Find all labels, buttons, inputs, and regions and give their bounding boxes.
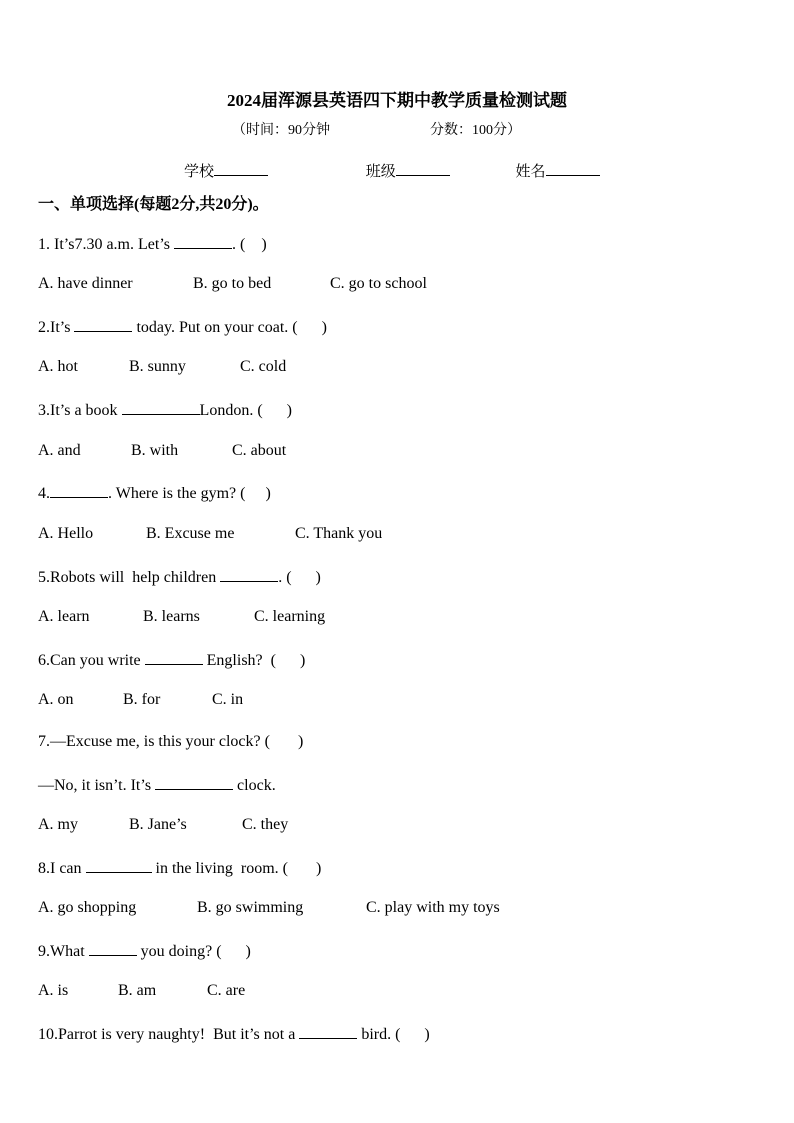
student-info bbox=[184, 160, 600, 181]
question-4: 4. . Where is the gym? ( ) bbox=[38, 485, 271, 502]
class-field: 班级 bbox=[366, 160, 450, 181]
options-1 bbox=[38, 275, 427, 293]
answer-blank bbox=[145, 650, 203, 665]
option-c: C. in bbox=[212, 691, 244, 708]
question-8: 8.I can in the living room. ( ) bbox=[38, 860, 322, 877]
option-b: B. sunny bbox=[129, 358, 186, 375]
options-2 bbox=[38, 358, 287, 376]
option-a: A. go shopping bbox=[38, 899, 137, 916]
option-a: A. have dinner bbox=[38, 275, 133, 292]
option-b: B. for bbox=[123, 691, 161, 708]
option-c: C. play with my toys bbox=[366, 899, 500, 916]
question-1: 1. It’s7.30 a.m. Let’s . ( ) bbox=[38, 236, 267, 253]
question-2: 2.It’s today. Put on your coat. ( ) bbox=[38, 319, 327, 336]
options-6 bbox=[38, 691, 244, 709]
option-b: B. am bbox=[118, 982, 157, 999]
option-b: B. Excuse me bbox=[146, 525, 235, 542]
option-a: A. learn bbox=[38, 608, 90, 625]
school-field: 学校 bbox=[184, 160, 268, 181]
option-b: B. go swimming bbox=[197, 899, 304, 916]
name-field: 姓名 bbox=[516, 160, 600, 181]
option-a: A. on bbox=[38, 691, 74, 708]
question-5: 5.Robots will help children . ( ) bbox=[38, 569, 321, 586]
option-c: C. about bbox=[232, 442, 287, 459]
option-c: C. learning bbox=[254, 608, 326, 625]
answer-blank bbox=[174, 234, 232, 249]
option-c: C. they bbox=[242, 816, 289, 833]
question-6: 6.Can you write English? ( ) bbox=[38, 652, 306, 669]
question-3: 3.It’s a book London. ( ) bbox=[38, 402, 292, 419]
option-c: C. Thank you bbox=[295, 525, 383, 542]
question-10: 10.Parrot is very naughty! But it’s not a bird. ( ) bbox=[38, 1026, 430, 1043]
option-a: A. my bbox=[38, 816, 78, 833]
options-3 bbox=[38, 442, 287, 460]
question-7: 7.—Excuse me, is this your clock? ( ) bbox=[38, 733, 304, 750]
answer-blank bbox=[220, 567, 278, 582]
options-5 bbox=[38, 608, 326, 626]
answer-blank bbox=[89, 941, 137, 956]
option-a: A. and bbox=[38, 442, 81, 459]
option-b: B. with bbox=[131, 442, 179, 459]
section-heading: 一、单项选择(每题2分,共20分)。 bbox=[38, 196, 269, 213]
options-7 bbox=[38, 816, 289, 834]
name-blank bbox=[546, 161, 600, 176]
option-c: C. are bbox=[207, 982, 246, 999]
answer-blank bbox=[50, 483, 108, 498]
option-a: A. is bbox=[38, 982, 69, 999]
answer-blank bbox=[74, 317, 132, 332]
answer-blank bbox=[155, 775, 233, 790]
option-a: A. Hello bbox=[38, 525, 94, 542]
options-8 bbox=[38, 899, 500, 917]
option-a: A. hot bbox=[38, 358, 78, 375]
exam-meta bbox=[232, 119, 521, 139]
answer-blank bbox=[299, 1024, 357, 1039]
option-b: B. go to bed bbox=[193, 275, 272, 292]
options-4 bbox=[38, 525, 383, 543]
total-score: 分数：100分） bbox=[430, 123, 521, 138]
question-7-reply: —No, it isn’t. It’s clock. bbox=[38, 777, 276, 794]
page-title: 2024届浑源县英语四下期中教学质量检测试题 bbox=[227, 91, 567, 110]
school-blank bbox=[214, 161, 268, 176]
option-b: B. learns bbox=[143, 608, 200, 625]
answer-blank bbox=[86, 858, 152, 873]
option-b: B. Jane’s bbox=[129, 816, 187, 833]
question-9: 9.What you doing? ( ) bbox=[38, 943, 251, 960]
class-blank bbox=[396, 161, 450, 176]
option-c: C. cold bbox=[240, 358, 287, 375]
time-limit: （时间：90分钟 bbox=[232, 123, 330, 138]
options-9 bbox=[38, 982, 246, 1000]
answer-blank bbox=[122, 400, 200, 415]
option-c: C. go to school bbox=[330, 275, 427, 292]
